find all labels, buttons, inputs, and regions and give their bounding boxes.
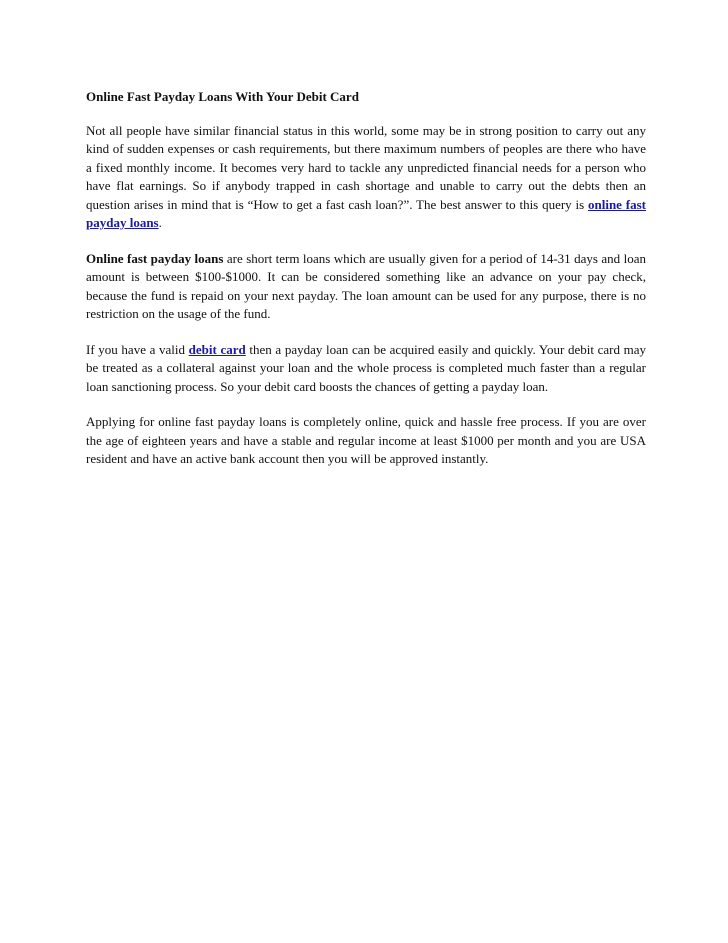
paragraph-debit-card-text: then a payday loan can be acquired easily and quickly. Your debit card may be treated as a collateral against your loan and the whole process is completed much faster than a regular loan sanctioning process. So your debit card boosts the chances of getting a payday loan.: [86, 341, 646, 394]
paragraph-definition: [86, 250, 646, 324]
document-title: Online Fast Payday Loans With Your Debit Card: [86, 89, 359, 104]
online-fast-payday-loans-link[interactable]: online fast payday loans: [86, 196, 647, 230]
paragraph-definition-text: are short term loans which are usually given for a period of 14-31 days and loan amount is between $100-$1000. It can be considered something like an advance on your pay check, because the fund is repaid on your next payday. The loan amount can be used for any purpose, there is no restriction on the usage of the fund.: [86, 250, 646, 321]
document-page: [86, 88, 646, 486]
paragraph-debit-card-start: If you have a valid: [86, 341, 189, 357]
paragraph-intro-text: Not all people have similar financial status in this world, some may be in strong position to carry out any kind of sudden expenses or cash requirements, but there maximum numbers of peoples are there who have a fixed monthly income. It becomes very hard to tackle any unpredicted financial needs for a person who have flat earnings. So if anybody trapped in cash shortage and unable to carry out the debts then an question arises in mind that is “How to get a fast cash loan?”. The best answer to this query is: [86, 122, 646, 212]
paragraph-definition-lead: Online fast payday loans: [86, 250, 224, 266]
debit-card-link[interactable]: debit card: [188, 341, 246, 357]
paragraph-intro: [86, 122, 646, 233]
paragraph-intro-end: .: [158, 215, 162, 230]
paragraph-applying: Applying for online fast payday loans is completely online, quick and hassle free process. If you are over the age of eighteen years and have a stable and regular income at least $1000 per month and you are USA resident and have an active bank account then you will be approved instantly.: [86, 414, 646, 466]
paragraph-debit-card: [86, 341, 646, 397]
